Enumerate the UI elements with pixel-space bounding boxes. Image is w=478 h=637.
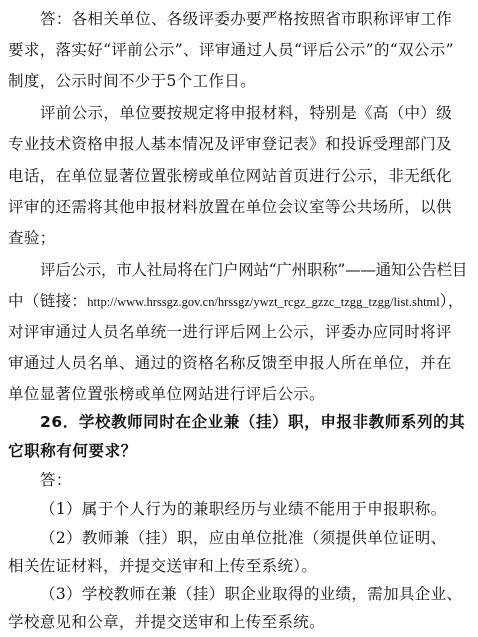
answer-line-3: 制度，公示时间不少于5个工作日。 [8, 72, 256, 90]
pre-publicity-line-4: 评审的还需将其他申报材料放置在单位会议室等公共场所，以供 [8, 198, 452, 216]
post-publicity-prefix: 中（链接： [8, 292, 88, 310]
answer-26-item-2-cont: 相关佐证材料，并提交送审和上传至系统）。 [8, 557, 318, 575]
answer-26-label: 答： [40, 471, 72, 489]
answer-26-item-1: （1）属于个人行为的兼职经历与业绩不能用于申报职称。 [40, 500, 447, 518]
question-26-line-1: 26．学校教师同时在企业兼（挂）职，申报非教师系列的其 [40, 413, 466, 431]
pre-publicity-line-1: 评前公示，单位要按规定将申报材料，特别是《高（中）级 [40, 104, 453, 122]
post-publicity-line-5: 单位显著位置张榜或单位网站进行评后公示。 [8, 385, 326, 403]
answer-26-item-3-cont: 学校意见和公章，并提交送审和上传至系统。 [8, 613, 326, 631]
answer-26-item-3: （3）学校教师在兼（挂）职企业取得的业绩，需加具企业、 [40, 585, 463, 603]
answer-line-2: 要求，落实好“评前公示”、评审通过人员“评后公示”的“双公示” [8, 41, 454, 59]
website-link[interactable]: http://www.hrssgz.gov.cn/hrssgz/ywzt_rcgz_gzzc_tzgg_tzgg/list.shtml [87, 295, 440, 309]
answer-26-item-2: （2）教师兼（挂）职，应由单位批准（须提供单位证明、 [40, 529, 447, 547]
post-publicity-suffix: ）， [439, 292, 464, 310]
answer-line-1: 答：各相关单位、各级评委办要严格按照省市职称评审工作 [40, 10, 453, 28]
post-publicity-line-2 [8, 291, 472, 312]
pre-publicity-line-2: 专业技术资格申报人基本情况及评审登记表》和投诉受理部门及 [8, 135, 452, 153]
pre-publicity-line-5: 查验； [8, 229, 56, 247]
question-26-line-2: 它职称有何要求？ [8, 442, 137, 460]
post-publicity-line-3: 对评审通过人员名单统一进行评后网上公示，评委办应同时将评 [8, 323, 452, 341]
post-publicity-line-4: 审通过人员名单、通过的资格名称反馈至申报人所在单位，并在 [8, 354, 452, 372]
pre-publicity-line-3: 电话，在单位显著位置张榜或单位网站首页进行公示，非无纸化 [8, 167, 452, 185]
post-publicity-line-1: 评后公示，市人社局将在门户网站“广州职称”——通知公告栏目 [40, 261, 468, 279]
